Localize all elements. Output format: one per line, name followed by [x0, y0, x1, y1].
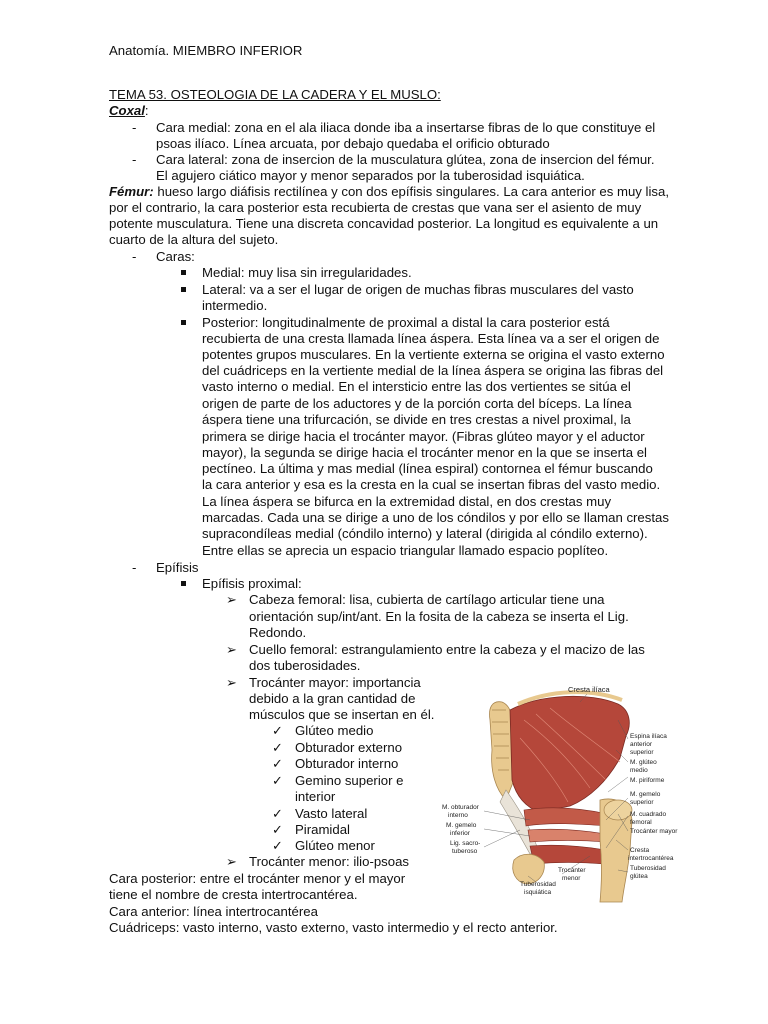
figure-label: Tuberosidad	[630, 865, 666, 872]
proximal-item-text: dos tuberosidades.	[249, 658, 361, 673]
check-icon: ✓	[272, 806, 284, 821]
coxal-heading: Coxal:	[109, 103, 149, 118]
coxal-item-text: Cara medial: zona en el ala iliaca donde iba a insertarse fibras de lo que constituye el	[156, 120, 656, 135]
bullet-square	[181, 270, 186, 275]
figure-label: glútea	[630, 873, 648, 880]
proximal-item-text: Cuello femoral: estrangulamiento entre la cabeza y el macizo de las	[249, 642, 645, 657]
check-icon: ✓	[272, 723, 284, 738]
figure-label: interno	[448, 812, 468, 819]
cara-posterior-line: áspera tiene una trifurcación, se divide en tres crestas a nivel proximal, la	[202, 412, 631, 427]
figure-label: M. gemelo	[630, 791, 661, 798]
cara-posterior-line: La línea áspera se bifurca en la extremidad distal, en dos crestas muy	[202, 494, 612, 509]
figure-label: intertrocantérea	[628, 855, 674, 862]
closing-line: Cara anterior: línea intertrocantérea	[109, 904, 318, 919]
cara-posterior-line: supracondíleas medial (cóndilo interno) y lateral (dirigida al cóndilo externo).	[202, 526, 648, 541]
muscle-item: Glúteo menor	[295, 838, 375, 853]
page-header: Anatomía. MIEMBRO INFERIOR	[109, 43, 303, 58]
figure-label: inferior	[450, 830, 470, 837]
arrow-bullet-icon: ➢	[226, 592, 238, 607]
femur-paragraph-line: cuarto de la altura del sujeto.	[109, 232, 279, 247]
cara-posterior-line: mayor), la segunda se dirige hacia el trocánter menor en la que se inserta el	[202, 445, 647, 460]
epifisis-proximal-label: Epífisis proximal:	[202, 576, 302, 591]
gemelli-muscle	[528, 829, 606, 842]
cara-item: intermedio.	[202, 298, 268, 313]
dash-marker: -	[132, 120, 137, 135]
muscle-item: Piramidal	[295, 822, 350, 837]
cara-posterior-line: Entre ellas se aprecia un espacio triangular llamado espacio poplíteo.	[202, 543, 609, 558]
figure-label: M. piriforme	[630, 777, 665, 784]
figure-label: M. cuadrado	[630, 811, 667, 818]
cara-posterior-line: potentes grupos musculares. En la vertiente externa se origina el vasto externo	[202, 347, 665, 362]
coxal-item-text: El agujero ciático mayor y menor separados por la tuberosidad isquiática.	[156, 168, 585, 183]
caras-label: Caras:	[156, 249, 195, 264]
dash-marker: -	[132, 560, 137, 575]
femur-heading: Fémur:	[109, 184, 154, 199]
figure-label: M. gemelo	[446, 822, 477, 829]
ischial-tuberosity	[513, 854, 545, 884]
muscle-item: Obturador externo	[295, 740, 403, 755]
figure-label: Espina ilíaca	[630, 733, 667, 740]
section-title: TEMA 53. OSTEOLOGIA DE LA CADERA Y EL MUSLO:	[109, 87, 441, 102]
cara-posterior-line: vasto interno o medial. En el intersticio entre las dos vertientes se sitúa el	[202, 379, 631, 394]
epifisis-label: Epífisis	[156, 560, 199, 575]
check-icon: ✓	[272, 756, 284, 771]
closing-line: Cuádriceps: vasto interno, vasto externo, vasto intermedio y el recto anterior.	[109, 920, 558, 935]
muscle-item: Vasto lateral	[295, 806, 368, 821]
figure-label: menor	[562, 875, 581, 882]
coxal-item-text: Cara lateral: zona de insercion de la musculatura glútea, zona de insercion del fémur.	[156, 152, 655, 167]
proximal-item-text: músculos que se insertan en él.	[249, 707, 435, 722]
femur-paragraph-line: potente musculatura. Tiene una discreta concavidad posterior. La longitud es equivalente a un	[109, 216, 659, 231]
cara-posterior-line: marcadas. Cada una se dirige a uno de los cóndilos y por ello se llaman crestas	[202, 510, 669, 525]
figure-label: anterior	[630, 741, 653, 748]
check-icon: ✓	[272, 822, 284, 837]
hip-anatomy-illustration	[440, 680, 678, 902]
cara-posterior-line: recubierta de una cresta llamada línea áspera. Esta línea va a ser el origen de	[202, 331, 660, 346]
dash-marker: -	[132, 249, 137, 264]
trocanter-menor-text: Trocánter menor: ilio-psoas	[249, 854, 410, 869]
dash-marker: -	[132, 152, 137, 167]
proximal-item-text: debido a la gran cantidad de	[249, 691, 416, 706]
bullet-square	[181, 320, 186, 325]
check-icon: ✓	[272, 773, 284, 788]
coxal-item-text: psoas ilíaco. Línea arcuata, por debajo quedaba el orificio obturado	[156, 136, 550, 151]
arrow-bullet-icon: ➢	[226, 642, 238, 657]
closing-line: Cara posterior: entre el trocánter menor y el mayor	[109, 871, 406, 886]
cara-posterior-line: Posterior: longitudinalmente de proximal a distal la cara posterior está	[202, 315, 610, 330]
figure-label: tuberoso	[452, 848, 478, 855]
gluteus-medius-muscle	[510, 696, 629, 812]
figure-label: Trocánter	[558, 867, 586, 874]
figure-label: isquiática	[524, 889, 552, 896]
closing-line: tiene el nombre de cresta intertrocantérea.	[109, 887, 358, 902]
figure-label: Trocánter mayor	[630, 828, 678, 835]
muscle-item: Glúteo medio	[295, 723, 374, 738]
figure-label: femoral	[630, 819, 652, 826]
proximal-item-text: Trocánter mayor: importancia	[249, 675, 421, 690]
muscle-item: Gemino superior e	[295, 773, 404, 788]
muscle-item: Obturador interno	[295, 756, 399, 771]
proximal-item-text: Redondo.	[249, 625, 307, 640]
bullet-square	[181, 287, 186, 292]
check-icon: ✓	[272, 838, 284, 853]
figure-label: Tuberosidad	[520, 881, 556, 888]
piriformis-muscle	[524, 808, 608, 826]
cara-posterior-line: del cuádriceps en la vertiente medial de la línea áspera se origina las fibras del	[202, 363, 664, 378]
cara-posterior-line: primera se dirige hacia el trocánter mayor. (Fibras glúteo mayor y el aductor	[202, 429, 645, 444]
femur-paragraph-line: por el contrario, la cara posterior esta recubierta de crestas que vana ser el asiento de muy	[109, 200, 642, 215]
figure-label: M. obturador	[442, 804, 479, 811]
figure-label: superior	[630, 799, 654, 806]
proximal-item-text: orientación sup/int/ant. En la fosita de la cabeza se inserta el Lig.	[249, 609, 629, 624]
figure-label: Lig. sacro-	[450, 840, 481, 847]
cara-item: Medial: muy lisa sin irregularidades.	[202, 265, 412, 280]
figure-label: Cresta	[630, 847, 650, 854]
cara-posterior-line: pectíneo. La última y mas medial (línea espiral) contornea el fémur buscando	[202, 461, 653, 476]
figure-label: superior	[630, 749, 654, 756]
figure-label: M. glúteo	[630, 759, 657, 766]
muscle-item: interior	[295, 789, 336, 804]
bullet-square	[181, 581, 186, 586]
greater-trochanter	[604, 800, 632, 820]
cara-item: Lateral: va a ser el lugar de origen de muchas fibras musculares del vasto	[202, 282, 634, 297]
proximal-item-text: Cabeza femoral: lisa, cubierta de cartílago articular tiene una	[249, 592, 605, 607]
cara-posterior-line: origen de parte de los aductores y de la porción corta del bíceps. La línea	[202, 396, 632, 411]
figure-label: medio	[630, 767, 648, 774]
cara-posterior-line: la cara anterior y esa es la cresta en la cual se insertan fibras del vasto medio.	[202, 477, 661, 492]
arrow-bullet-icon: ➢	[226, 675, 238, 690]
check-icon: ✓	[272, 740, 284, 755]
figure-title: Cresta ilíaca	[568, 685, 610, 694]
arrow-bullet-icon: ➢	[226, 854, 238, 869]
femur-paragraph: Fémur: hueso largo diáfisis rectilínea y con dos epífisis singulares. La cara anterior es muy lisa,	[109, 184, 670, 199]
